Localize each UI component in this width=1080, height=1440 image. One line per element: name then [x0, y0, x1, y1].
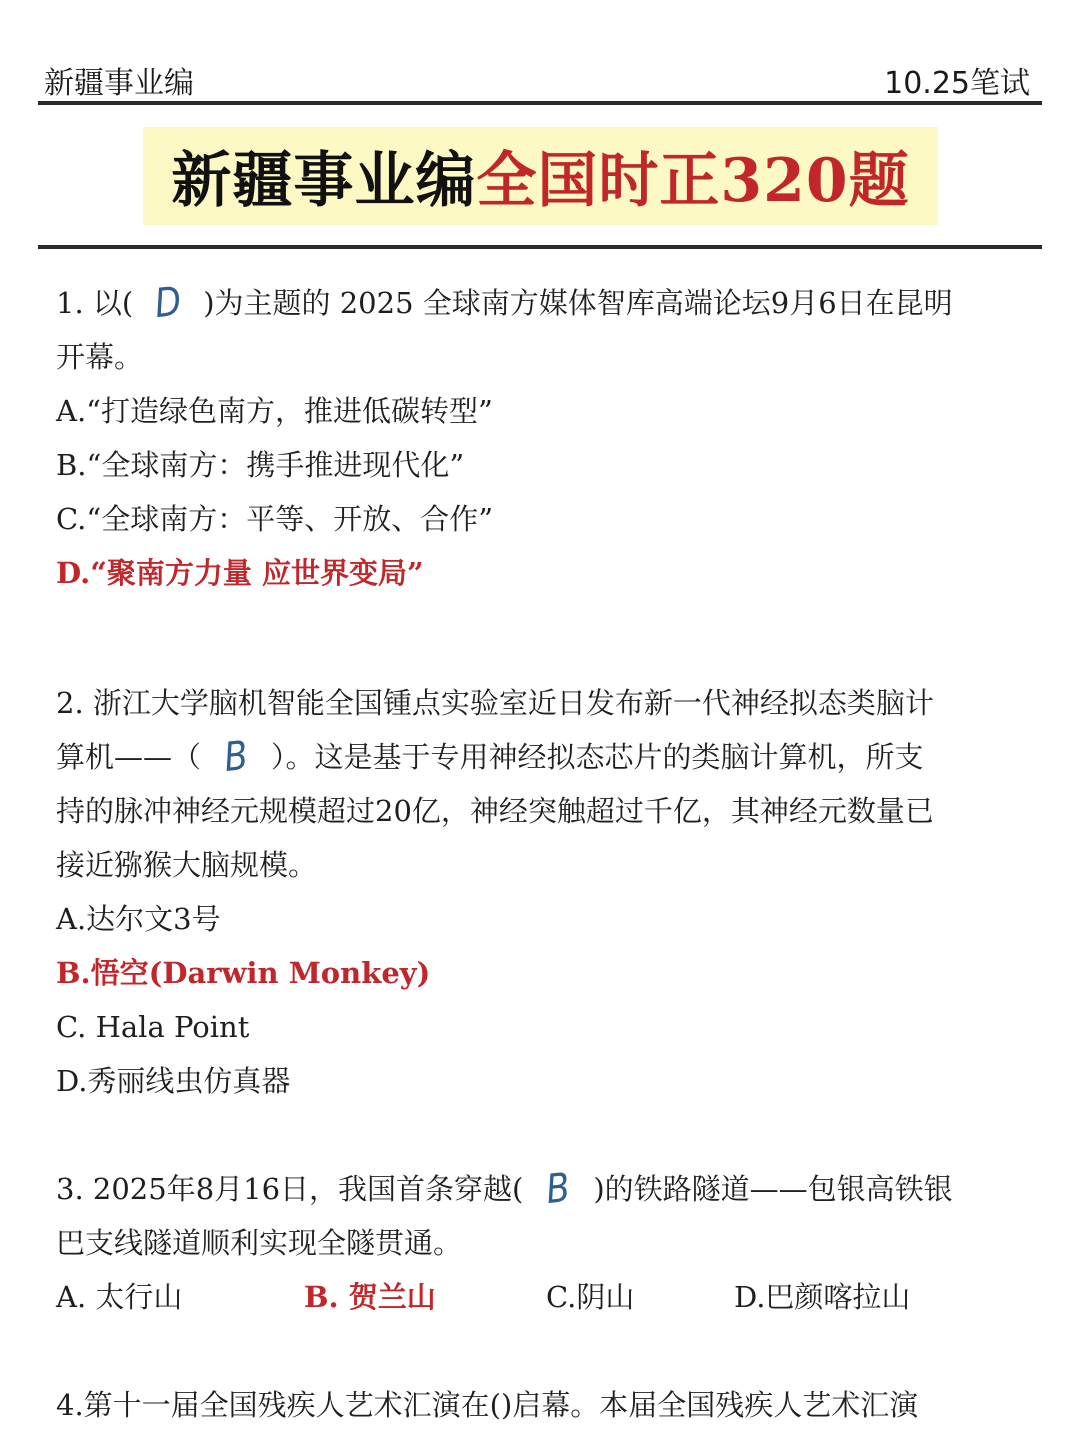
question-2-stem-post: ）。这是基于专用神经拟态芯片的类脑计算机，所支: [271, 740, 924, 774]
question-1-stem: [56, 276, 1036, 330]
question-3-stem-pre: 3. 2025年8月16日，我国首条穿越(: [56, 1172, 524, 1206]
question-3-stem-post: )的铁路隧道——包银高铁银: [593, 1172, 953, 1206]
page-title: [143, 127, 938, 225]
question-4-stem-line1: 4.第十一届全国残疾人艺术汇演在()启幕。本届全国残疾人艺术汇演: [56, 1388, 919, 1422]
question-2-stem-line1: 2. 浙江大学脑机智能全国锺点实验室近日发布新一代神经拟态类脑计: [56, 686, 934, 720]
question-2-option-d: D.秀丽线虫仿真器: [56, 1064, 291, 1098]
question-3-option-d: D.巴颜喀拉山: [734, 1280, 911, 1314]
header-left-label: 新疆事业编: [44, 66, 194, 101]
question-3-options: [56, 1270, 1036, 1324]
question-2-stem-line3: 持的脉冲神经元规模超过20亿，神经突触超过千亿，其神经元数量已: [56, 794, 934, 828]
question-1-correct-option: D.“聚南方力量 应世界变局”: [56, 556, 424, 590]
question-2-option-c: C. Hala Point: [56, 1010, 250, 1044]
question-1-option-a: A.“打造绿色南方，推进低碳转型”: [56, 394, 493, 428]
title-part1: 新疆事业编: [171, 146, 477, 216]
question-2-stem-line2: [56, 730, 1036, 784]
header-right-label: 10.25笔试: [884, 66, 1030, 101]
question-1-handwritten-answer: D: [152, 278, 184, 328]
spacer: [56, 600, 1036, 654]
question-3-correct-option: B. 贺兰山: [304, 1280, 436, 1314]
question-3-stem: [56, 1162, 1036, 1216]
question-2-option-a: A.达尔文3号: [56, 902, 221, 936]
question-1-option-b: B.“全球南方：携手推进现代化”: [56, 448, 465, 482]
question-3-option-c: C.阴山: [546, 1280, 635, 1314]
question-1-stem-post: )为主题的 2025 全球南方媒体智库高端论坛9月6日在昆明: [203, 286, 953, 320]
spacer: [56, 1108, 1036, 1162]
top-divider: [38, 101, 1042, 105]
title-divider: [38, 245, 1042, 249]
question-3-option-a: A. 太行山: [56, 1280, 183, 1314]
question-1-stem-pre: 1. 以(: [56, 286, 134, 320]
header-bar: [40, 52, 1040, 100]
question-2: [56, 676, 1036, 1108]
question-3-handwritten-answer: B: [544, 1164, 573, 1214]
question-4: [56, 1378, 1036, 1432]
question-list: [56, 276, 1036, 1432]
spacer: [56, 1324, 1036, 1378]
question-2-handwritten-answer: B: [222, 732, 251, 782]
question-1-option-c: C.“全球南方：平等、开放、合作”: [56, 502, 494, 536]
question-3-stem-line2: 巴支线隧道顺利实现全隧贯通。: [56, 1226, 463, 1260]
question-1: [56, 276, 1036, 600]
question-1-stem-line2: 开幕。: [56, 340, 144, 374]
title-part2: 全国时正320题: [476, 146, 910, 216]
question-2-stem-pre: 算机——（: [56, 740, 202, 774]
question-3: [56, 1162, 1036, 1324]
question-2-correct-option: B.悟空(Darwin Monkey): [56, 956, 431, 990]
question-2-stem-line4: 接近猕猴大脑规模。: [56, 848, 318, 882]
